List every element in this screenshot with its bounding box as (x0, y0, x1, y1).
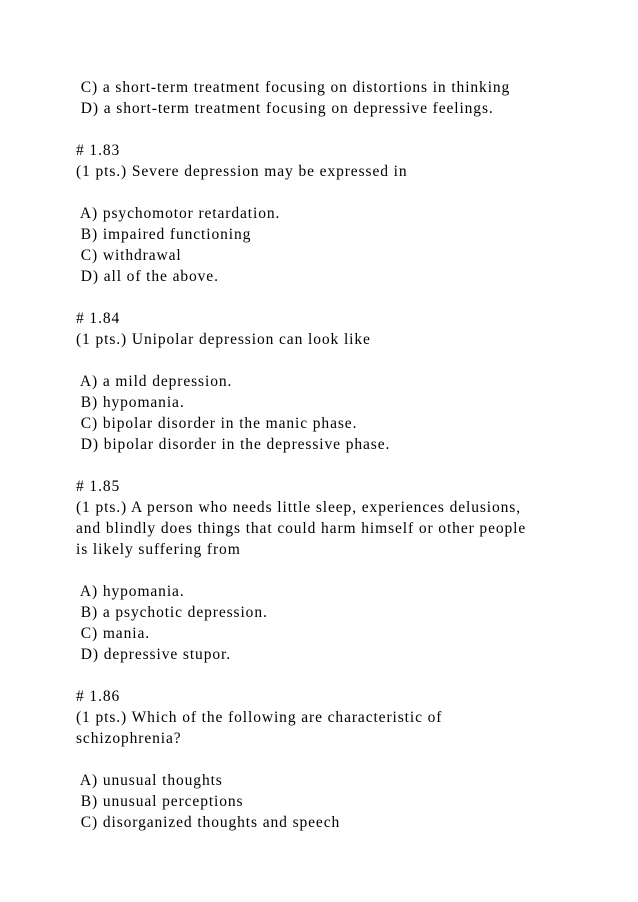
question-number: # 1.86 (76, 688, 121, 705)
question-number: # 1.84 (76, 310, 121, 327)
option-b-line: B) impaired functioning (76, 226, 252, 243)
question-number: # 1.85 (76, 478, 121, 495)
option-d-line: D) a short-term treatment focusing on depressive feelings. (76, 100, 494, 117)
option-c-line: C) disorganized thoughts and speech (76, 814, 341, 831)
option-a-line: A) a mild depression. (76, 373, 233, 390)
option-c-line: C) bipolar disorder in the manic phase. (76, 415, 358, 432)
option-c-line: C) withdrawal (76, 247, 182, 264)
option-c-line: C) mania. (76, 625, 150, 642)
option-c-line: C) a short-term treatment focusing on distortions in thinking (76, 79, 511, 96)
question-text: is likely suffering from (76, 541, 241, 558)
question-text: (1 pts.) Severe depression may be expressed in (76, 163, 408, 180)
option-a-line: A) psychomotor retardation. (76, 205, 281, 222)
option-b-line: B) unusual perceptions (76, 793, 244, 810)
option-b-line: B) hypomania. (76, 394, 185, 411)
question-text: (1 pts.) Which of the following are characteristic of (76, 709, 443, 726)
option-a-line: A) unusual thoughts (76, 772, 223, 789)
option-b-line: B) a psychotic depression. (76, 604, 268, 621)
question-text: (1 pts.) A person who needs little sleep, experiences delusions, (76, 499, 522, 516)
option-d-line: D) depressive stupor. (76, 646, 231, 663)
option-a-line: A) hypomania. (76, 583, 185, 600)
question-text: (1 pts.) Unipolar depression can look like (76, 331, 371, 348)
question-text: schizophrenia? (76, 730, 182, 747)
option-d-line: D) all of the above. (76, 268, 219, 285)
option-d-line: D) bipolar disorder in the depressive phase. (76, 436, 391, 453)
question-number: # 1.83 (76, 142, 121, 159)
question-text: and blindly does things that could harm himself or other people (76, 520, 527, 537)
